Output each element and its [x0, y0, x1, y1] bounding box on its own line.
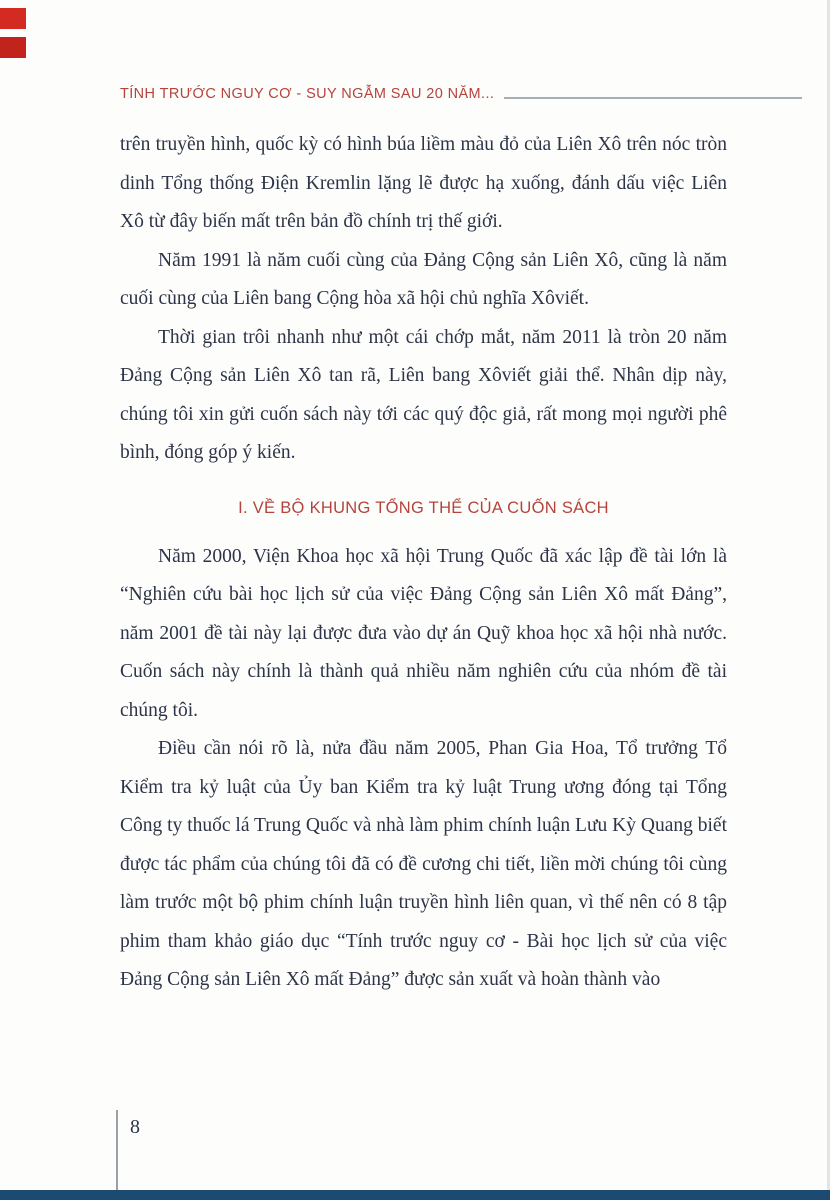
corner-mark-top — [0, 8, 26, 29]
paragraph: Điều cần nói rõ là, nửa đầu năm 2005, Phan Gia Hoa, Tổ trưởng Tổ Kiểm tra kỷ luật của Ủy ban Kiểm tra kỷ luật Trung ương đóng tại Tổng Công ty thuốc lá Trung Quốc và nhà làm phim chính luận Lưu Kỳ Quang biết được tác phẩm của chúng tôi đã có đề cương chi tiết, liền mời chúng tôi cùng làm trước một bộ phim chính luận truyền hình liên quan, vì thế nên có 8 tập phim tham khảo giáo dục “Tính trước nguy cơ - Bài học lịch sử của việc Đảng Cộng sản Liên Xô mất Đảng” được sản xuất và hoàn thành vào — [120, 738, 727, 991]
running-header-title: TÍNH TRƯỚC NGUY CƠ - SUY NGẪM SAU 20 NĂM... — [120, 86, 495, 102]
paragraph: Thời gian trôi nhanh như một cái chớp mắt, năm 2011 là tròn 20 năm Đảng Cộng sản Liên Xô tan rã, Liên bang Xôviết giải thể. Nhân dịp này, chúng tôi xin gửi cuốn sách này tới các quý độc giả, rất mong mọi người phê bình, đóng góp ý kiến. — [120, 326, 727, 463]
running-header-rule — [504, 97, 802, 99]
corner-mark-bottom — [0, 37, 26, 58]
section-heading: I. VỀ BỘ KHUNG TỔNG THỂ CỦA CUỐN SÁCH — [238, 498, 609, 517]
paragraph: Năm 2000, Viện Khoa học xã hội Trung Quốc đã xác lập đề tài lớn là “Nghiên cứu bài học lịch sử của việc Đảng Cộng sản Liên Xô mất Đảng”, năm 2001 đề tài này lại được đưa vào dự án Quỹ khoa học xã hội nhà nước. Cuốn sách này chính là thành quả nhiều năm nghiên cứu của nhóm đề tài chúng tôi. — [120, 545, 727, 721]
page-body — [120, 126, 727, 1000]
paragraph: Năm 1991 là năm cuối cùng của Đảng Cộng sản Liên Xô, cũng là năm cuối cùng của Liên bang Cộng hòa xã hội chủ nghĩa Xôviết. — [120, 249, 727, 309]
paragraph-continuation: trên truyền hình, quốc kỳ có hình búa liềm màu đỏ của Liên Xô trên nóc tròn dinh Tổng thống Điện Kremlin lặng lẽ được hạ xuống, đánh dấu việc Liên Xô từ đây biến mất trên bản đồ chính trị thế giới. — [120, 134, 727, 232]
footer-bar — [0, 1190, 830, 1200]
running-header — [120, 86, 802, 102]
page-number: 8 — [130, 1116, 140, 1138]
page-number-rule — [116, 1110, 118, 1190]
